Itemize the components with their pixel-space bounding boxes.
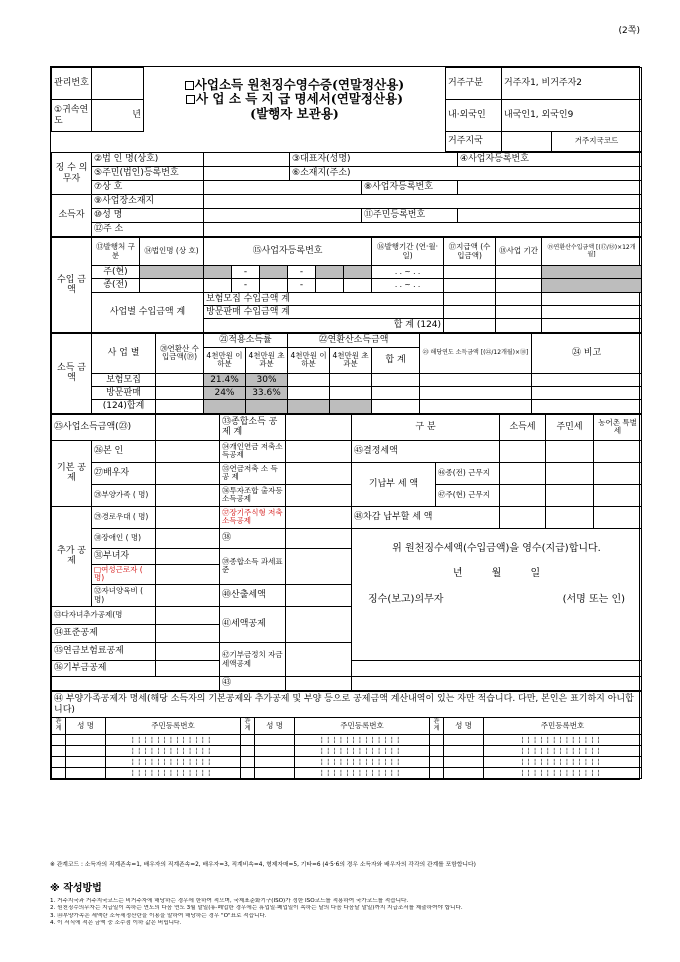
col-name: 성 명: [66, 718, 106, 735]
paid-tax-label: 기납부 세 액: [352, 462, 436, 506]
res-country-field[interactable]: [502, 132, 552, 152]
col-conv: ㉒연환산소득금액: [288, 333, 420, 347]
col-biz-no: ⑮사업자등록번호: [204, 238, 372, 266]
invest-union-label: ㊱투자조합 출자등소득공제: [220, 484, 286, 506]
instruction-line: 3. ㊹부양가족은 세액란 소득세정산란을 이용을 말하여 해당하는 경우 "O"표로 적습니다.: [50, 912, 267, 919]
nationality-label: 내·외국인: [446, 100, 502, 132]
col-local-tax: 주민세: [546, 414, 594, 440]
standard-label: ㉞표준공제: [52, 625, 156, 643]
col-annual: ⑲연환산수입금액 [(⑰/⑱)×12개월]: [542, 238, 642, 266]
col-name: 성 명: [444, 718, 484, 735]
prev-work-label: ㊻종(전) 근무지: [436, 462, 500, 484]
relation-code-footnote: ※ 관계코드 : 소득자의 직계존속=1, 배우자의 직계존속=2, 배우자=3, 직계비속=4, 형제자매=5, 기타=6 (4·5·6의 경우 소득자와 배우자의 각각의 관계를 포함합니다): [50, 862, 476, 868]
pension-personal-label: ㉞개인연금 저축소득공제: [220, 440, 286, 462]
pension-savings-label: ㉟연금저축 소 득 공 제: [220, 462, 286, 484]
tax-credit-label: ㊶세액공제: [220, 607, 286, 643]
trade-name-field[interactable]: [204, 181, 362, 195]
additional-side-label: 추가 공제: [52, 506, 92, 606]
col-rel: 관계: [52, 718, 66, 735]
col-rural-tax: 농어촌 특별세: [594, 414, 642, 440]
page-mark: (2쪽): [618, 26, 640, 36]
dash: -: [232, 266, 260, 279]
grand-total-label: 합 계 (124): [204, 319, 444, 332]
payer-side-label: 징 수 의무자: [52, 153, 92, 195]
res-type-value: 거주자1, 비거주자2: [502, 68, 642, 100]
corp-reg-no-label: ⑤주민(법인)등록번호: [92, 167, 204, 181]
col-period: ⑯발행기간 (연·월·일): [372, 238, 444, 266]
row-prev: 종(전): [92, 279, 140, 292]
elderly-label: ㉙경로우대 ( 명): [92, 506, 156, 528]
address-label: ⑥소재지(주소): [290, 167, 642, 181]
instructions-header: ※ 작성방법: [50, 883, 102, 894]
dash: -: [288, 266, 316, 279]
row-total: (124)합계: [92, 400, 156, 413]
decided-tax-label: ㊺결정세액: [352, 440, 500, 462]
rep-name-label: ③대표자(성명): [290, 153, 458, 167]
trade-name-label: ⑦상 호: [92, 181, 204, 195]
col-biz-period: ⑱사업 기간: [496, 238, 542, 266]
female-worker-label: □여성근로자 ( 명): [92, 564, 156, 584]
blank38-label: ㊳: [220, 528, 286, 548]
sign-text[interactable]: (서명 또는 인): [562, 593, 626, 605]
col-by-biz: 사 업 별: [92, 333, 156, 373]
col-income-tax: 소득세: [500, 414, 546, 440]
dependents-label: ㉘부양가족 ( 명): [92, 484, 156, 506]
col-note: ㉔ 비고: [532, 333, 642, 373]
col-rrn: 주민등록번호: [106, 718, 241, 735]
dash: -: [288, 279, 316, 292]
res-country-code-label: 거주지국코드: [552, 132, 642, 152]
rate-door-le: 24%: [204, 387, 246, 400]
col-rrn: 주민등록번호: [295, 718, 430, 735]
col-annual-income: ⑳연환산 수입금액(⑲): [156, 333, 204, 373]
biz-reg-no2-field[interactable]: [458, 181, 642, 195]
earner-side-label: 소득자: [52, 195, 92, 237]
comp-base-label: ㊴종합소득 과세표준: [220, 548, 286, 584]
year-label: ①귀속연도: [52, 100, 92, 132]
row-main: 주(현): [92, 266, 140, 279]
title-block: [144, 68, 446, 132]
year-suffix: 년: [92, 100, 144, 132]
sub-gt: 4천만원 초과분: [246, 347, 288, 373]
amount-side-label: 소득 금액: [52, 333, 92, 413]
insurance-total-label: 보험모집 수입금액 계: [204, 292, 444, 305]
col-rrn: 주민등록번호: [484, 718, 642, 735]
instructions: [50, 882, 640, 928]
blank43-label: ㊸: [220, 677, 286, 691]
res-type-label: 거주구분: [446, 68, 502, 100]
sub-le: 4천만원 이하분: [288, 347, 330, 373]
sub-gt: 4천만원 초과분: [330, 347, 372, 373]
biz-income-label: ㉕사업소득금액(㉓): [52, 414, 156, 440]
basic-side-label: 기본 공제: [52, 440, 92, 506]
nationality-value: 내국인1, 외국인9: [502, 100, 642, 132]
donation-label: ㊱기부금공제: [52, 661, 156, 677]
mgmt-no-label: 관리번호: [52, 68, 92, 100]
col-issuer-type: ⑬발행처 구 분: [92, 238, 140, 266]
col-name: 성 명: [255, 718, 295, 735]
earner-address-field[interactable]: [204, 223, 642, 237]
long-stock-label: ㊲장기주식형 저축소득공제: [220, 506, 286, 528]
instruction-line: 2. 원천징수의무자는 지급일이 속하는 연도의 다음 연도 3월 말일(휴·폐업한 경우에는 휴업일·폐업일이 속하는 달의 다음 다음달 말일)까지 지급조서를 제출하여야 합니다.: [50, 905, 463, 912]
title-line-3: (발행자 보관용): [250, 105, 339, 121]
rate-insurance-gt: 30%: [246, 373, 288, 386]
title-line-2: 사 업 소 득 지 급 명세서(연말정산용): [196, 91, 403, 107]
earner-address-label: ⑫주 소: [92, 223, 204, 237]
dependent-detail-title: ㊹ 부양가족공제자 명세(해당 소득자의 기본공제와 추가공제 및 부양 등으로 공제금액 계산내역이 있는 자만 적습니다. 다만, 본인은 표기하지 아니합니다): [52, 692, 642, 718]
biz-address-label: ⑨사업장소재지: [92, 195, 204, 209]
self-label: ㉖본 인: [92, 440, 156, 462]
spouse-label: ㉗배우자: [92, 462, 156, 484]
rate-insurance-le: 21.4%: [204, 373, 246, 386]
disabled-label: ㉚장애인 ( 명): [92, 528, 156, 548]
calc-tax-label: ㊵산출세액: [220, 585, 286, 607]
instruction-line: 1. 거주지국과 거주지국코드는 비거주자에 해당하는 경우에 한하여 적으며, 국제표준화기구(ISO)가 정한 ISO코드를 적용하여 국가코드를 적습니다.: [50, 897, 409, 904]
resident-no-field[interactable]: [458, 209, 642, 223]
earner-name-label: ⑩성 명: [92, 209, 204, 223]
header-table: [51, 67, 642, 152]
col-corp: ⑭법인명 (상 호): [140, 238, 204, 266]
corp-name-field[interactable]: [204, 153, 290, 167]
by-biz-label: 사업별 수입금액 계: [92, 292, 204, 332]
collector-text: 징수(보고)의무자: [368, 593, 444, 605]
biz-reg-no-label: ④사업자등록번호: [458, 153, 642, 167]
curr-work-label: ㊼주(현) 근무지: [436, 484, 500, 506]
title-line-1: 사업소득 원천징수영수증(연말정산용): [194, 76, 405, 92]
biz-address-field[interactable]: [204, 195, 642, 209]
form-frame: [50, 66, 640, 780]
checkbox-icon[interactable]: [186, 95, 195, 104]
sub-le: 4천만원 이하분: [204, 347, 246, 373]
row-door: 방문판매: [92, 387, 156, 400]
political-label: ㊷기부금정치 자금세액공제: [220, 643, 286, 677]
child-care-label: ㉜자녀양육비 ( 명): [92, 585, 156, 607]
date-text: 년 월 일: [452, 568, 541, 580]
col-year-income: ㉓ 해당연도 소득금액 [(㉒/12개월)×⑱]: [420, 333, 532, 373]
income-amount-table: [51, 333, 642, 414]
dash: -: [232, 279, 260, 292]
checkbox-icon[interactable]: [185, 81, 194, 90]
biz-reg-no2-label: ⑧사업자등록번호: [362, 181, 458, 195]
col-rel: 관계: [430, 718, 444, 735]
corp-reg-no-field[interactable]: [204, 167, 290, 181]
col-rate: ㉑적용소득률: [204, 333, 288, 347]
female-label: ㉛부녀자: [92, 548, 156, 564]
door-total-label: 방문판매 수입금액 계: [204, 306, 444, 319]
res-country-label: 거주지국: [446, 132, 502, 152]
receipt-block: [352, 528, 642, 660]
rate-door-gt: 33.6%: [246, 387, 288, 400]
earner-name-field[interactable]: [204, 209, 362, 223]
sub-total: 합 계: [372, 347, 420, 373]
pension-ins-label: ㉟연금보험료공제: [52, 643, 156, 661]
resident-no-label: ⑪주민등록번호: [362, 209, 458, 223]
comprehensive-label: ㉝종합소득 공 제 계: [220, 414, 286, 440]
receipt-text: 위 원천징수세액(수입금액)을 영수(지급)합니다.: [392, 542, 601, 554]
col-rel: 관계: [241, 718, 255, 735]
income-side-label: 수입 금액: [52, 238, 92, 333]
period-field[interactable]: . . ~ . .: [372, 266, 444, 279]
row-insurance: 보험모집: [92, 373, 156, 386]
col-amount: ⑰지급액 (수입금액): [444, 238, 496, 266]
income-table: [51, 237, 642, 333]
col-gubun: 구 분: [352, 414, 500, 440]
mgmt-no-field[interactable]: [92, 68, 144, 100]
deduction-table: [51, 414, 642, 691]
corp-name-label: ②법 인 명(상호): [92, 153, 204, 167]
multi-child-label: ㉝다자녀추가공제(명: [52, 607, 156, 625]
balance-label: ㊽차감 납부할 세 액: [352, 506, 500, 528]
payer-earner-table: [51, 152, 642, 237]
instruction-line: 4. 이 서식에 적은 금액 중 소수점 이하 값은 버립니다.: [50, 920, 182, 927]
period-field[interactable]: . . ~ . .: [372, 279, 444, 292]
dependent-table: ㊹ 부양가족공제자 명세(해당 소득자의 기본공제와 추가공제 및 부양 등으로 공제금액 계산내역이 있는 자만 적습니다. 다만, 본인은 표기하지 아니합니다) 관계 성 명 주민등록번호 관계 성 명 주민등록번호 관계 성 명 주민등록번호 ¦¦¦¦¦¦¦¦¦¦¦¦¦ ¦¦¦¦¦¦¦¦¦¦¦¦¦ ¦¦¦¦¦¦¦¦¦¦¦¦¦ ¦¦¦¦¦¦¦¦¦¦¦¦¦ ¦¦¦¦¦¦¦¦¦¦¦¦¦ ¦¦¦¦¦¦¦¦¦¦¦¦¦ ¦¦¦¦¦¦¦¦¦¦¦¦¦ ¦¦¦¦¦¦¦¦¦¦¦¦¦ ¦¦¦¦¦¦¦¦¦¦¦¦¦ ¦¦¦¦¦¦¦¦¦¦¦¦¦ ¦¦¦¦¦¦¦¦¦¦¦¦¦ ¦¦¦¦¦¦¦¦¦¦¦¦¦: [51, 691, 642, 779]
